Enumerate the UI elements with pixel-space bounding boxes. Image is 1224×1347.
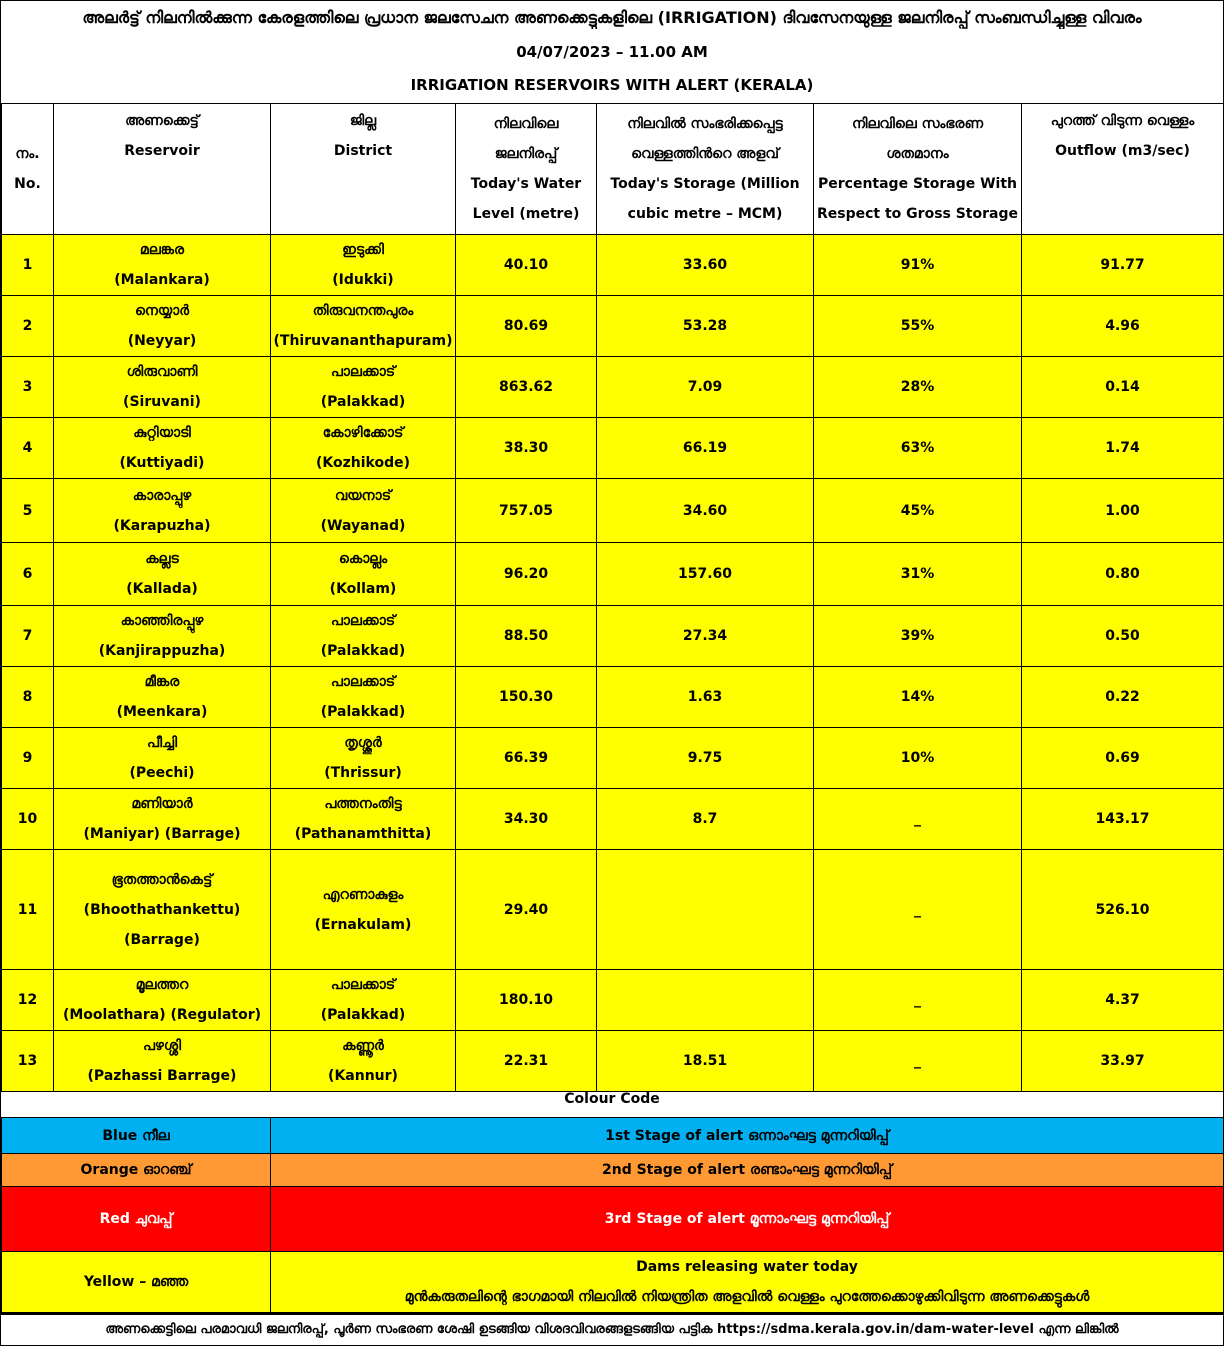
row-district [271,789,456,850]
table-row [2,357,1224,418]
row-level: 863.62 [456,357,597,418]
row-percentage: _ [814,970,1022,1031]
row-reservoir [54,479,271,543]
reservoir-ml: കുറ്റിയാടി [133,425,191,441]
row-reservoir [54,1031,271,1092]
col-level-en2: Level (metre) [472,206,580,222]
col-no-en: No. [14,176,41,192]
col-header-district [271,104,456,235]
col-outflow-en: Outflow (m3/sec) [1055,143,1190,159]
table-row [2,479,1224,543]
reservoir-en: (Moolathara) (Regulator) [62,1007,262,1023]
legend-row-red [2,1187,1224,1252]
row-storage: 7.09 [597,357,814,418]
row-percentage: 39% [814,606,1022,667]
row-outflow: 0.14 [1022,357,1224,418]
row-level: 40.10 [456,235,597,296]
row-district [271,606,456,667]
row-no: 4 [2,418,54,479]
row-reservoir [54,296,271,357]
row-reservoir [54,357,271,418]
row-reservoir [54,606,271,667]
reservoir-ml: മലങ്കര [139,242,185,258]
col-no-ml: നം. [15,146,40,162]
row-reservoir [54,728,271,789]
reservoir-en: (Bhoothathankettu) [83,901,241,918]
reservoir-en: (Maniyar) (Barrage) [83,826,241,842]
table-row [2,789,1224,850]
row-storage: 1.63 [597,667,814,728]
reservoir-table [1,103,1224,1092]
row-percentage: 55% [814,296,1022,357]
table-header-row [2,104,1224,235]
row-no: 5 [2,479,54,543]
reservoir-ml: മൂലത്തറ [135,977,189,993]
row-no: 12 [2,970,54,1031]
col-pct-en1: Percentage Storage With [818,176,1017,192]
district-ml: വയനാട് [334,487,392,504]
row-percentage: _ [814,1031,1022,1092]
row-reservoir [54,418,271,479]
row-district [271,728,456,789]
district-en: (Idukki) [332,272,394,288]
report-title: അലർട്ട് നിലനിൽക്കുന്ന കേരളത്തിലെ പ്രധാന ജലസേചന അണക്കെട്ടുകളിലെ (IRRIGATION) ദിവസേനയുള്ള ജലനിരപ്പ് സംബന്ധിച്ചുള്ള വിവരം [82,8,1142,27]
table-row [2,850,1224,970]
table-row [2,235,1224,296]
row-level: 22.31 [456,1031,597,1092]
district-en: (Ernakulam) [314,916,412,933]
district-en: (Kannur) [328,1068,398,1084]
row-percentage: 14% [814,667,1022,728]
district-ml: തൃശ്ശൂർ [344,735,382,751]
row-level: 150.30 [456,667,597,728]
col-storage-ml2: വെള്ളത്തിൻറെ അളവ് [631,146,779,162]
row-district [271,1031,456,1092]
row-storage: 157.60 [597,543,814,606]
row-storage: 53.28 [597,296,814,357]
row-no: 7 [2,606,54,667]
report-datetime: 04/07/2023 – 11.00 AM [516,43,708,61]
reservoir-en-2: (Barrage) [124,931,200,948]
row-district [271,235,456,296]
reservoir-ml: ശിരുവാണി [126,364,198,380]
legend-text-blue: 1st Stage of alert ഒന്നാംഘട്ട മുന്നറിയിപ്പ് [271,1118,1224,1154]
row-no: 9 [2,728,54,789]
reservoir-en: (Peechi) [129,765,195,781]
reservoir-ml: കല്ലട [145,551,179,567]
footer-note: അണക്കെട്ടിലെ പരമാവധി ജലനിരപ്പ്, പൂർണ സംഭരണ ശേഷി ഉടങ്ങിയ വിശദവിവരങ്ങളടങ്ങിയ പട്ടിക https://sdma.kerala.gov.in/dam-water-level എന്ന ലിങ്കിൽ [1,1313,1223,1347]
row-storage: 34.60 [597,479,814,543]
reservoir-ml: നെയ്യാർ [134,303,190,319]
district-ml: കണ്ണൂർ [342,1038,384,1054]
row-storage [597,850,814,970]
reservoir-ml: കാരാപ്പുഴ [132,487,192,504]
col-level-ml2: ജലനിരപ്പ് [494,146,558,162]
col-level-en1: Today's Water [470,176,582,192]
district-ml: തിരുവനന്തപുരം [312,303,414,319]
row-percentage: 91% [814,235,1022,296]
reservoir-en: (Kuttiyadi) [119,455,205,471]
row-percentage: 31% [814,543,1022,606]
district-ml: പാലക്കാട് [330,674,396,690]
row-no: 13 [2,1031,54,1092]
col-district-en: District [333,143,393,159]
reservoir-en: (Malankara) [114,272,210,288]
col-storage-en1: Today's Storage (Million [610,176,800,192]
row-no: 10 [2,789,54,850]
row-outflow: 91.77 [1022,235,1224,296]
row-outflow: 4.96 [1022,296,1224,357]
row-reservoir [54,235,271,296]
table-row [2,728,1224,789]
col-header-percentage [814,104,1022,235]
col-header-level [456,104,597,235]
row-outflow: 4.37 [1022,970,1224,1031]
row-level: 29.40 [456,850,597,970]
col-level-ml1: നിലവിലെ [493,116,559,132]
district-en: (Palakkad) [320,643,406,659]
row-level: 38.30 [456,418,597,479]
legend-label-orange: Orange ഓറഞ്ച് [2,1154,271,1187]
table-row [2,606,1224,667]
reservoir-ml: മണിയാർ [131,796,193,812]
table-row [2,543,1224,606]
col-reservoir-en: Reservoir [124,143,200,159]
table-row [2,1031,1224,1092]
reservoir-ml: കാഞ്ഞിരപ്പുഴ [120,613,204,629]
col-header-storage [597,104,814,235]
legend-label-blue: Blue നീല [2,1118,271,1154]
district-en: (Palakkad) [320,704,406,720]
row-storage: 27.34 [597,606,814,667]
row-percentage: 10% [814,728,1022,789]
legend-label-red: Red ചുവപ്പ് [2,1187,271,1252]
col-district-ml: ജില്ല [349,113,377,129]
row-level: 96.20 [456,543,597,606]
row-district [271,357,456,418]
row-percentage: 45% [814,479,1022,543]
col-reservoir-ml: അണക്കെട്ട് [125,113,199,129]
row-outflow: 526.10 [1022,850,1224,970]
reservoir-ml: പീച്ചി [146,735,178,751]
district-ml: കൊല്ലം [338,551,388,567]
colour-code-title: Colour Code [564,1091,660,1107]
col-storage-en2: cubic metre – MCM) [627,206,783,222]
district-ml: പാലക്കാട് [330,364,396,380]
row-outflow: 1.74 [1022,418,1224,479]
reservoir-en: (Siruvani) [123,394,201,410]
col-pct-ml1: നിലവിലെ സംഭരണ [851,116,984,132]
row-reservoir [54,543,271,606]
legend-label-yellow: Yellow – മഞ്ഞ [2,1252,271,1313]
row-no: 1 [2,235,54,296]
col-pct-en2: Respect to Gross Storage [817,206,1018,222]
row-district [271,418,456,479]
row-percentage: 28% [814,357,1022,418]
row-reservoir [54,667,271,728]
table-row [2,296,1224,357]
row-reservoir [54,789,271,850]
row-level: 80.69 [456,296,597,357]
row-district [271,850,456,970]
reservoir-en: (Neyyar) [127,333,197,349]
row-no: 2 [2,296,54,357]
district-en: (Kollam) [329,581,397,597]
row-storage: 18.51 [597,1031,814,1092]
row-outflow: 1.00 [1022,479,1224,543]
district-en: (Kozhikode) [315,455,410,471]
district-ml: പത്തനംതിട്ട [324,796,402,812]
row-district [271,543,456,606]
row-no: 11 [2,850,54,970]
row-outflow: 0.69 [1022,728,1224,789]
reservoir-ml: പഴശ്ശി [142,1038,182,1054]
district-en: (Pathanamthitta) [294,826,432,842]
district-ml: ഇടുക്കി [342,242,384,258]
col-storage-ml1: നിലവിൽ സംഭരിക്കപ്പെട്ട [627,116,783,132]
table-row [2,418,1224,479]
row-outflow: 0.80 [1022,543,1224,606]
district-en: (Wayanad) [320,517,406,534]
row-level: 757.05 [456,479,597,543]
row-outflow: 0.22 [1022,667,1224,728]
row-reservoir [54,850,271,970]
row-district [271,296,456,357]
row-no: 8 [2,667,54,728]
row-no: 3 [2,357,54,418]
row-level: 34.30 [456,789,597,850]
row-outflow: 33.97 [1022,1031,1224,1092]
reservoir-en: (Pazhassi Barrage) [87,1068,237,1084]
row-storage: 8.7 [597,789,814,850]
row-storage: 66.19 [597,418,814,479]
row-storage: 33.60 [597,235,814,296]
district-ml: പാലക്കാട് [330,977,396,993]
legend-text-red: 3rd Stage of alert മൂന്നാംഘട്ട മുന്നറിയിപ്പ് [271,1187,1224,1252]
legend-yellow-line1: Dams releasing water today [636,1259,858,1275]
report-subtitle: IRRIGATION RESERVOIRS WITH ALERT (KERALA) [410,76,814,94]
row-percentage: _ [814,789,1022,850]
district-ml: എറണാകുളം [322,886,404,903]
row-storage [597,970,814,1031]
col-header-reservoir [54,104,271,235]
row-district [271,667,456,728]
row-district [271,479,456,543]
district-en: (Palakkad) [320,1007,406,1023]
row-percentage: _ [814,850,1022,970]
row-no: 6 [2,543,54,606]
reservoir-ml: ഭൂതത്താൻകെട്ട് [111,871,213,888]
district-en: (Palakkad) [320,394,406,410]
row-level: 180.10 [456,970,597,1031]
row-storage: 9.75 [597,728,814,789]
col-header-no [2,104,54,235]
row-reservoir [54,970,271,1031]
row-percentage: 63% [814,418,1022,479]
row-level: 66.39 [456,728,597,789]
colour-code-legend [1,1117,1224,1313]
legend-row-yellow [2,1252,1224,1313]
legend-row-blue [2,1118,1224,1154]
district-ml: കോഴിക്കോട് [322,425,404,441]
col-outflow-ml: പുറത്ത് വിടുന്ന വെള്ളം [1050,113,1195,129]
legend-text-yellow [271,1252,1224,1313]
district-en: (Thrissur) [324,765,402,781]
legend-row-orange [2,1154,1224,1187]
legend-yellow-line2: മുൻകരുതലിന്റെ ഭാഗമായി നിലവിൽ നിയന്ത്രിത അളവിൽ വെള്ളം പുറത്തേക്കൊഴുക്കിവിടുന്ന അണക്കെട്ടുകൾ [404,1289,1090,1305]
reservoir-en: (Kallada) [126,581,198,597]
reservoir-en: (Kanjirappuzha) [98,643,226,659]
district-en: (Thiruvananthapuram) [273,333,453,349]
row-district [271,970,456,1031]
row-outflow: 143.17 [1022,789,1224,850]
col-pct-ml2: ശതമാനം [886,146,949,162]
table-row [2,970,1224,1031]
reservoir-en: (Meenkara) [116,704,208,720]
reservoir-ml: മീങ്കര [144,674,180,690]
district-ml: പാലക്കാട് [330,613,396,629]
col-header-outflow [1022,104,1224,235]
row-level: 88.50 [456,606,597,667]
reservoir-en: (Karapuzha) [113,517,211,534]
row-outflow: 0.50 [1022,606,1224,667]
table-row [2,667,1224,728]
legend-text-orange: 2nd Stage of alert രണ്ടാംഘട്ട മുന്നറിയിപ്പ് [271,1154,1224,1187]
